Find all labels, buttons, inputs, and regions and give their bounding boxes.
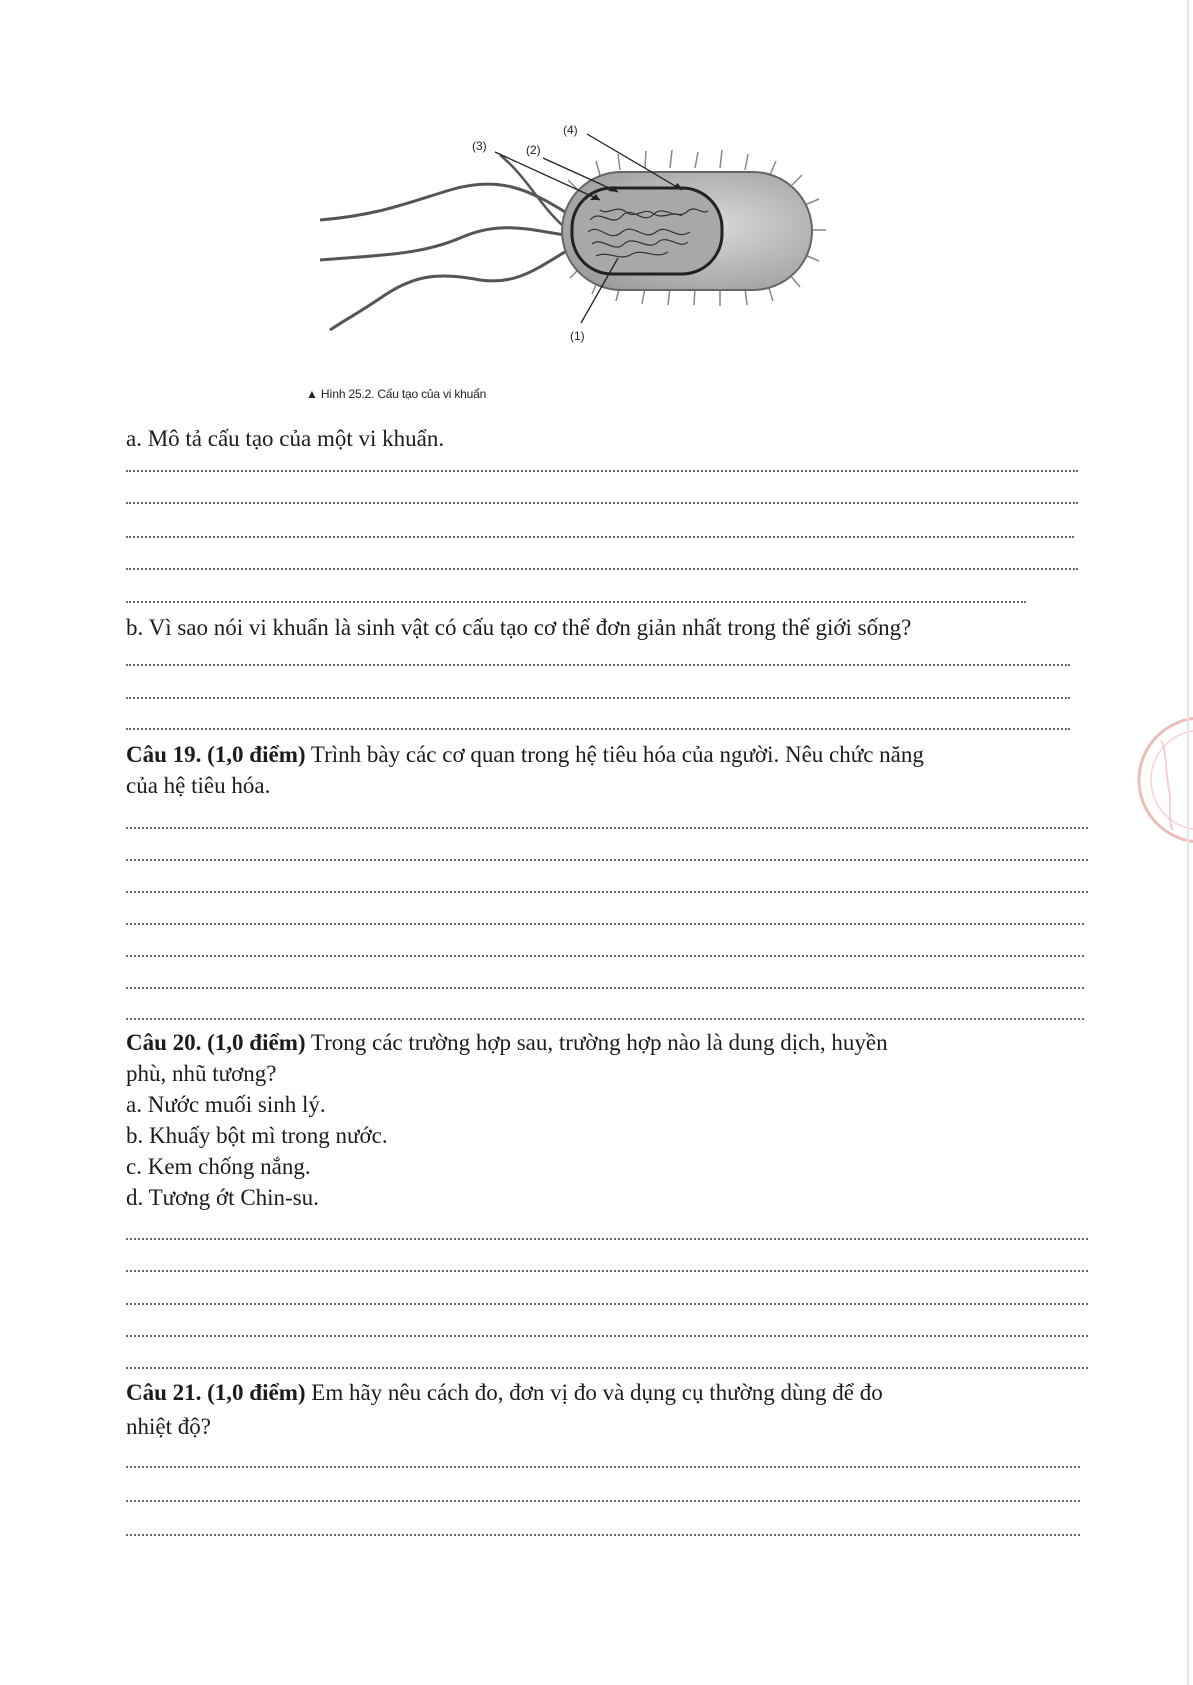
q20-option-d: d. Tương ớt Chin-su.	[126, 1185, 319, 1210]
stamp-seal	[1131, 700, 1193, 860]
answer-line[interactable]	[126, 1466, 1080, 1468]
answer-line[interactable]	[126, 1270, 1088, 1272]
q20-option-b: b. Khuấy bột mì trong nước.	[126, 1123, 388, 1148]
q19-title: Câu 19. (1,0 điểm)	[126, 742, 306, 767]
flagellum-2	[320, 228, 565, 260]
answer-line[interactable]	[126, 1534, 1080, 1536]
q21-line2: nhiệt độ?	[126, 1414, 211, 1439]
q20-option-c: c. Kem chống nắng.	[126, 1154, 311, 1179]
answer-line[interactable]	[126, 1500, 1080, 1502]
q18a-text: a. Mô tả cấu tạo của một vi khuẩn.	[126, 426, 445, 451]
answer-line[interactable]	[126, 987, 1084, 989]
answer-line[interactable]	[126, 923, 1084, 925]
q20-title: Câu 20. (1,0 điểm)	[126, 1030, 306, 1055]
answer-line[interactable]	[126, 568, 1078, 570]
answer-line[interactable]	[126, 697, 1070, 699]
answer-line[interactable]	[126, 859, 1088, 861]
q20-line1: Câu 20. (1,0 điểm) Trong các trường hợp sau, trường hợp nào là dung dịch, huyền	[126, 1030, 888, 1055]
figure-caption: ▲ Hình 25.2. Cấu tạo của vi khuẩn	[306, 387, 487, 401]
answer-line[interactable]	[126, 1335, 1088, 1337]
answer-line[interactable]	[126, 536, 1074, 538]
answer-line[interactable]	[126, 664, 1070, 666]
answer-line[interactable]	[126, 1303, 1088, 1305]
answer-line[interactable]	[126, 955, 1084, 957]
cell-membrane	[572, 188, 722, 274]
bacteria-figure	[300, 120, 880, 380]
q19-line2: của hệ tiêu hóa.	[126, 773, 271, 798]
q20-line2: phù, nhũ tương?	[126, 1061, 277, 1086]
q19-line1: Câu 19. (1,0 điểm) Trình bày các cơ quan trong hệ tiêu hóa của người. Nêu chức năng	[126, 742, 924, 767]
answer-line[interactable]	[126, 601, 1026, 603]
label-4: (4)	[563, 123, 578, 137]
answer-line[interactable]	[126, 502, 1078, 504]
label-1: (1)	[570, 329, 585, 343]
q21-title: Câu 21. (1,0 điểm)	[126, 1380, 306, 1405]
triangle-icon: ▲	[306, 387, 318, 401]
answer-line[interactable]	[126, 827, 1088, 829]
answer-line[interactable]	[126, 891, 1088, 893]
q18b-text: b. Vì sao nói vi khuẩn là sinh vật có cấu tạo cơ thể đơn giản nhất trong thế giới sống?	[126, 615, 912, 640]
q21-line1: Câu 21. (1,0 điểm) Em hãy nêu cách đo, đơn vị đo và dụng cụ thường dùng để đo	[126, 1380, 883, 1405]
bacteria-illustration	[300, 120, 880, 380]
flagellum-3	[330, 250, 568, 330]
answer-line[interactable]	[126, 1367, 1088, 1369]
answer-line[interactable]	[126, 728, 1070, 730]
q20-option-a: a. Nước muối sinh lý.	[126, 1092, 326, 1117]
answer-line[interactable]	[126, 470, 1078, 472]
answer-line[interactable]	[126, 1238, 1088, 1240]
flagellum-4	[500, 155, 562, 225]
page-edge	[1187, 0, 1189, 1685]
answer-line[interactable]	[126, 1018, 1084, 1020]
label-2: (2)	[526, 143, 541, 157]
label-3: (3)	[472, 139, 487, 153]
